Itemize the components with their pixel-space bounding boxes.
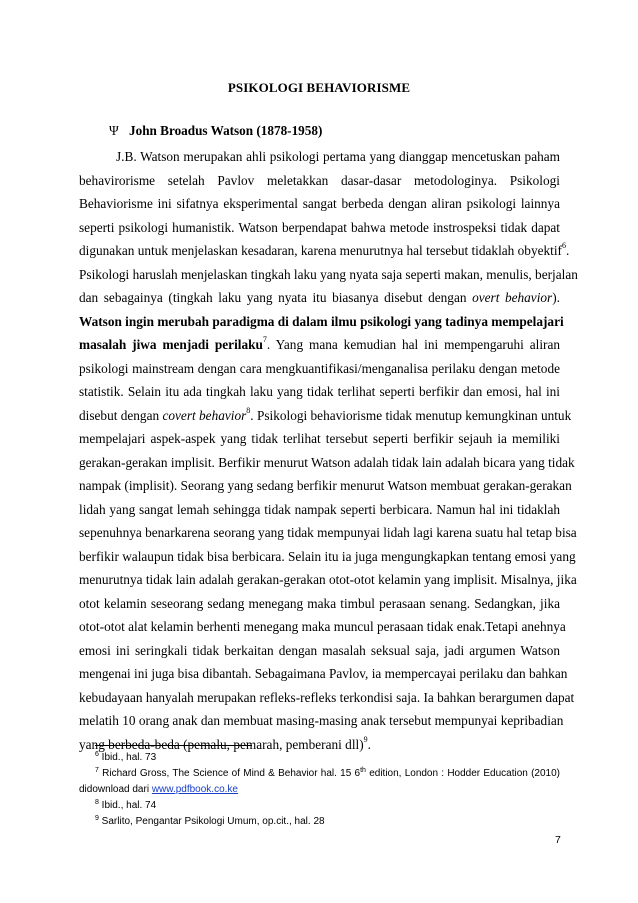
page-number: 7	[555, 834, 561, 846]
text-line: menurutnya tidak lain adalah gerakan-gerakan otot-otot kelamin yang implisit. Misalnya, jika	[79, 572, 577, 587]
text-line: seperti psikologi humanistik. Watson berpendapat bahwa metode instrospeksi tidak dapat	[79, 219, 560, 235]
pdfbook-link[interactable]: www.pdfbook.co.ke	[151, 784, 238, 795]
footnote-ref: 8	[246, 405, 251, 415]
text-line: sepenuhnya benarkarena seorang yang tidak mempunyai lidah lagi karena suatu hal tetap bisa	[79, 525, 577, 540]
footnote: $^8$ Ibid., hal. 74	[95, 799, 157, 811]
footnote: $^7$ Richard Gross, The Science of Mind & Behavior hal. 15 6th edition, London : Hodder Education (2010)	[95, 767, 560, 779]
footnote-ref: 9	[363, 734, 368, 744]
text-line: emosi ini seringkali tidak berkaitan dengan masalah seksual saja, jadi argumen Watson	[79, 642, 560, 658]
text-line: digunakan untuk menjelaskan kesadaran, karena menurutnya hal tersebut tidaklah obyektif$^6$.	[79, 241, 570, 258]
psi-icon: Ψ	[109, 123, 119, 138]
footnote: $^9$ Sarlito, Pengantar Psikologi Umum, op.cit., hal. 28	[95, 815, 325, 827]
text-line: otot-otot alat kelamin berhenti menegang maka muncul perasaan tidak enak.Tetapi anehnya	[79, 619, 566, 634]
text-line: statistik. Selain itu ada tingkah laku yang tidak terlihat seperti berfikir dan emosi, hal ini	[79, 384, 560, 399]
text-line: disebut dengan covert behavior$^8$. Psikologi behaviorisme tidak menutup kemungkinan untuk	[79, 405, 572, 423]
text-line: berfikir walaupun tidak bisa berbicara. Selain itu ia juga mengungkapkan tentang emosi yang	[79, 548, 576, 564]
footnote-ref: 6	[561, 241, 566, 250]
text-line: Behaviorisme ini sifatnya eksperimental sangat berbeda dengan aliran psikologi lainnya	[79, 196, 560, 211]
section-heading	[109, 123, 322, 139]
text-line: masalah jiwa menjadi perilaku$^7$. Yang mana kemudian hal ini mempengaruhi aliran	[79, 335, 560, 352]
text-line: Psikologi haruslah menjelaskan tingkah laku yang nyata saja seperti makan, menulis, berjalan	[79, 266, 578, 282]
text-line: mengenai ini juga bisa dibantah. Sebagaimana Pavlov, ia mempercayai perilaku dan bahkan	[79, 666, 568, 681]
text-line: otot kelamin seseorang sedang menegang maka timbul perasaan senang. Sedangkan, jika	[79, 595, 560, 611]
text-line: yang berbeda-beda (pemalu, pemarah, pemberani dll)$^9$.	[79, 734, 371, 752]
footnote-separator	[95, 745, 252, 746]
text-line: J.B. Watson merupakan ahli psikologi pertama yang dianggap mencetuskan paham	[116, 149, 560, 164]
text-line: psikologi mainstream dengan cara mengkuantifikasi/menganalisa perilaku dengan metode	[79, 360, 560, 376]
body-text	[79, 145, 578, 756]
text-line: Watson ingin merubah paradigma di dalam ilmu psikologi yang tadinya mempelajari	[79, 313, 564, 329]
footnote-ref: 7	[262, 335, 267, 344]
text-line: dan sebagainya (tingkah laku yang nyata itu biasanya disebut dengan overt behavior).	[79, 290, 560, 305]
text-line: lidah yang sangat lemah sehingga tidak nampak seperti berbicara. Namun hal ini tidaklah	[79, 501, 560, 517]
footnotes	[79, 750, 560, 830]
heading-text: John Broadus Watson (1878-1958)	[129, 123, 323, 138]
footnote: $^6$ Ibid., hal. 73	[95, 751, 157, 763]
page-title: PSIKOLOGI BEHAVIORISME	[227, 80, 411, 95]
footnote: didownload dari www.pdfbook.co.ke	[79, 784, 238, 795]
text-line: behavirorisme setelah Pavlov meletakkan dasar-dasar metodologinya. Psikologi	[79, 172, 560, 188]
text-line: gerakan-gerakan implisit. Berfikir menurut Watson adalah tidak lain adalah bicara yang tidak	[79, 454, 575, 470]
text-line: kebudayaan hanyalah merupakan refleks-refleks terkondisi saja. Ia bahkan berargumen dapat	[79, 689, 575, 705]
text-line: nampak (implisit). Seorang yang sedang berfikir menurut Watson membuat gerakan-gerakan	[79, 478, 572, 493]
text-line: mempelajari aspek-aspek yang tidak terlihat tersebut seperti berfikir sejauh ia memiliki	[79, 431, 560, 446]
text-line: melatih 10 orang anak dan membuat masing-masing anak tersebut mempunyai kepribadian	[79, 713, 564, 728]
